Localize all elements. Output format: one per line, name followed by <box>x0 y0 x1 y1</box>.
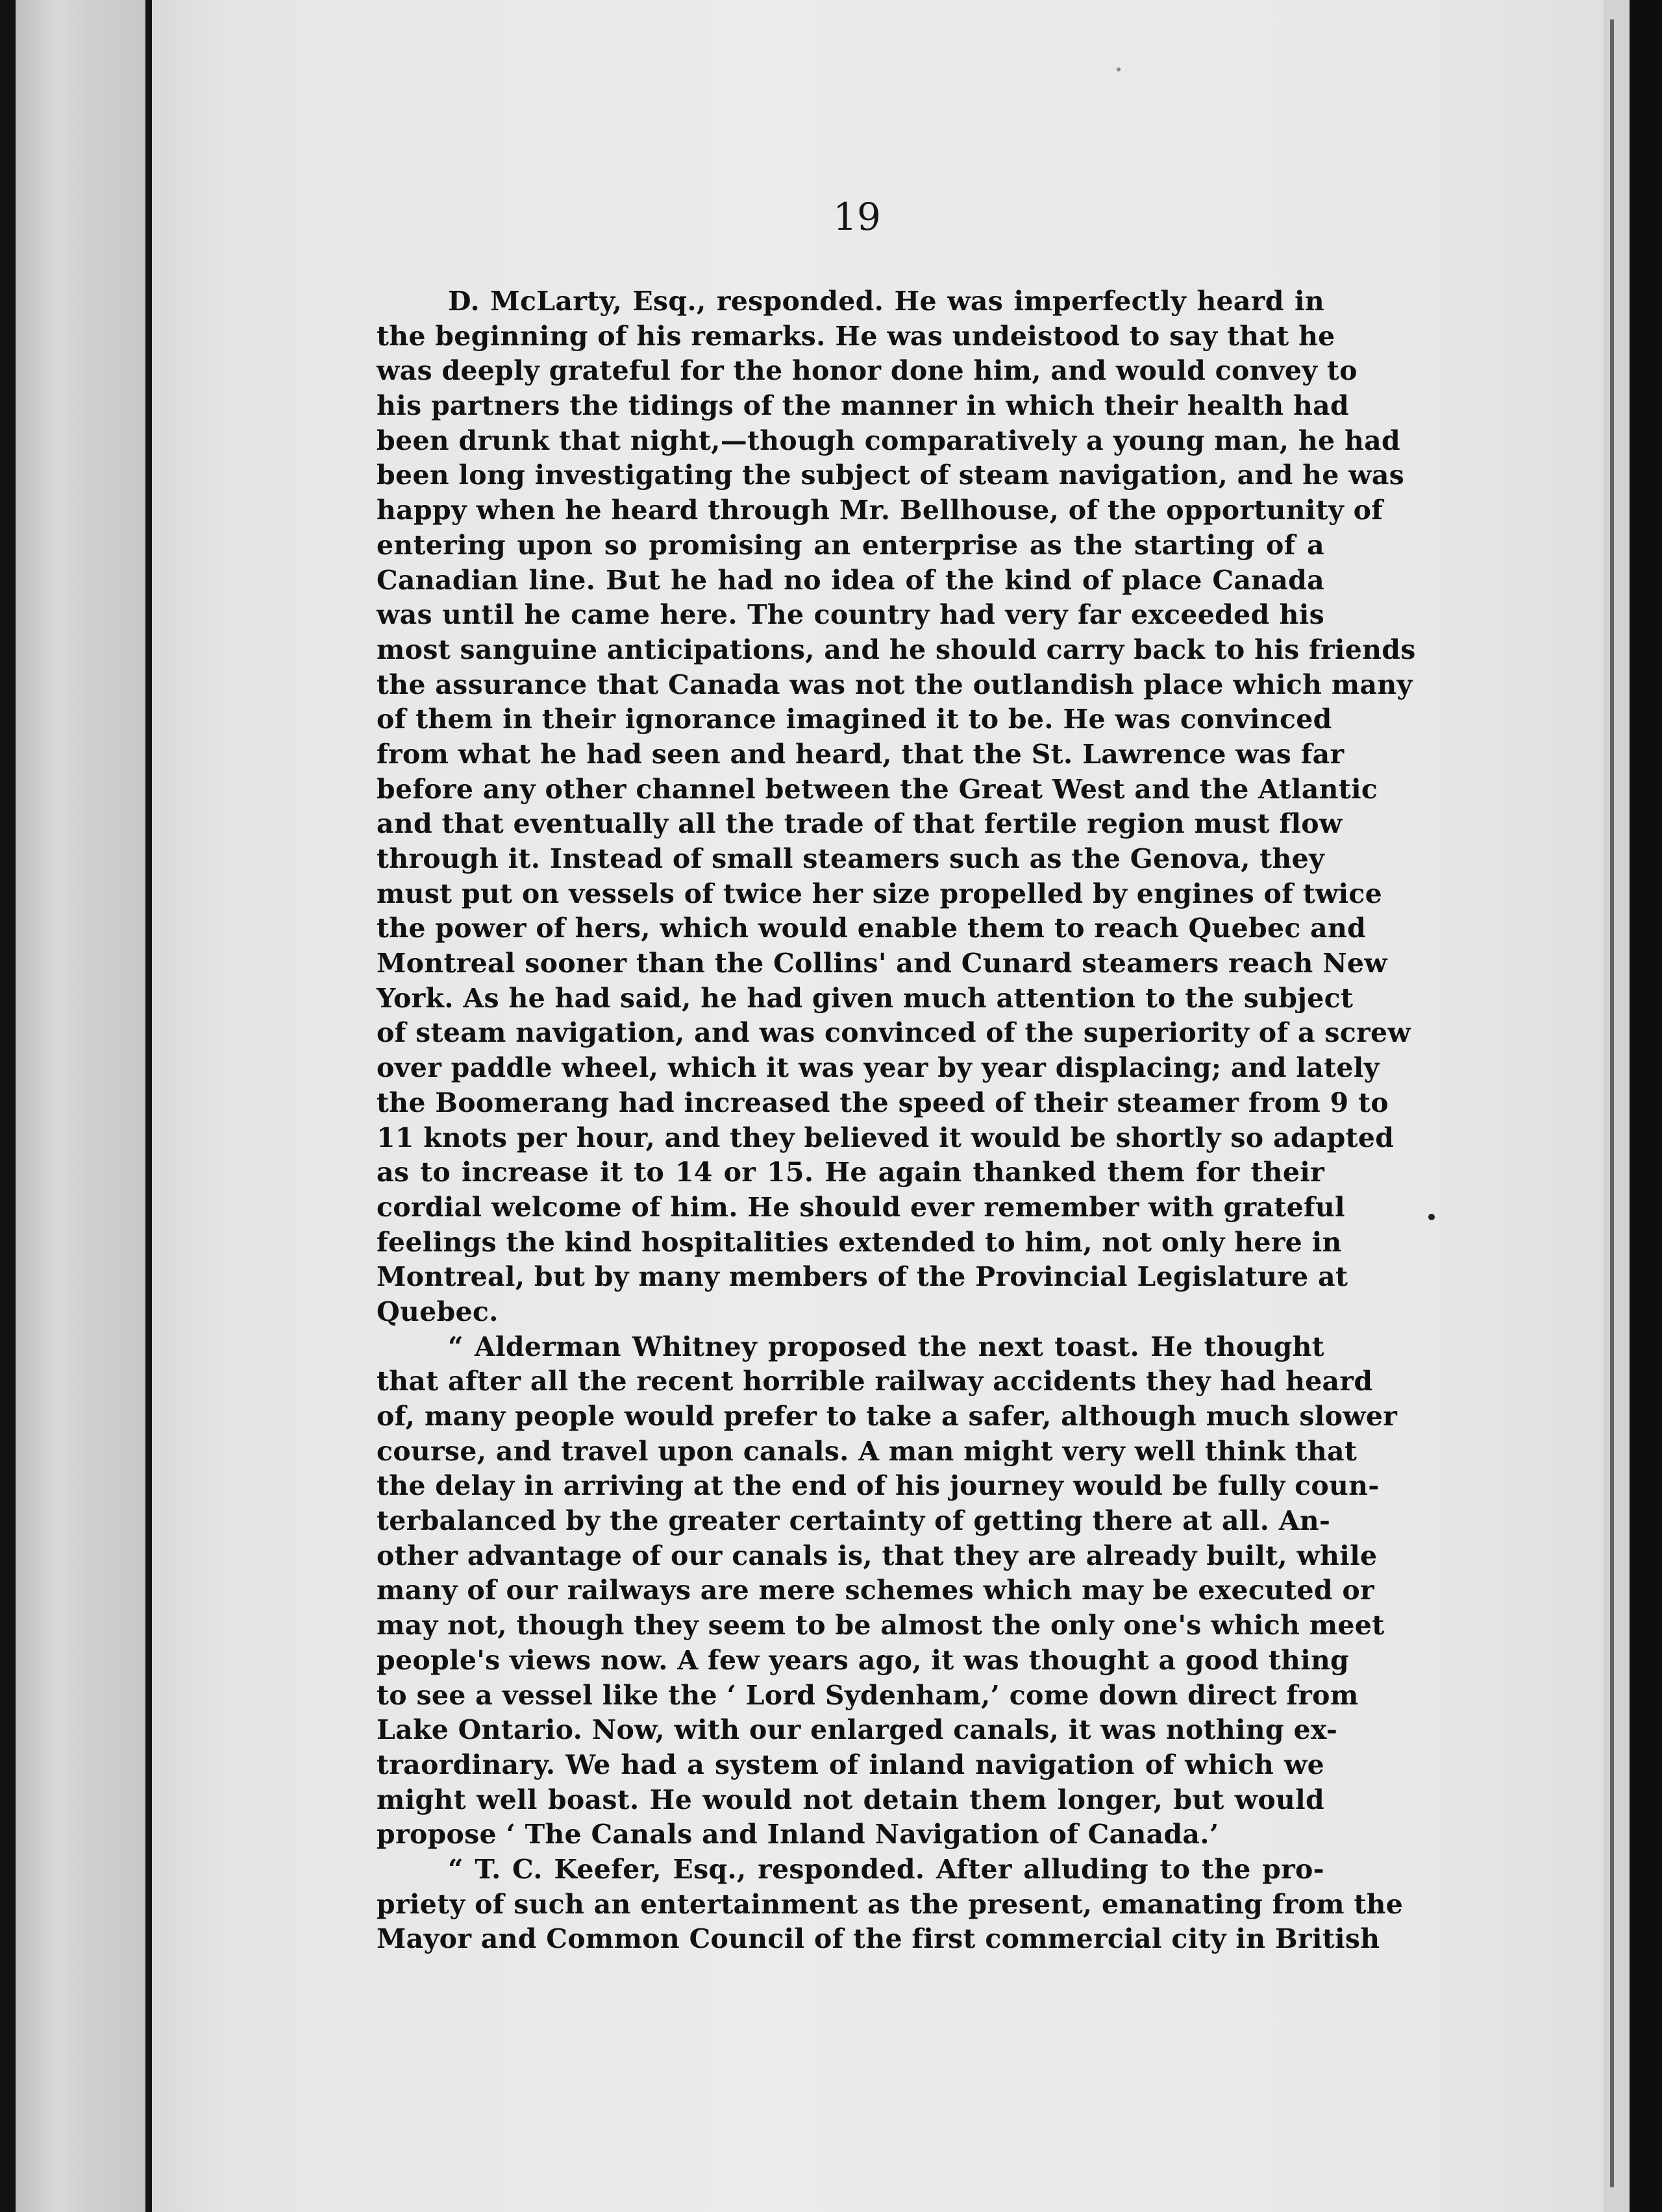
page-number: 19 <box>833 195 881 239</box>
text-line: many of our railways are mere schemes which may be executed or <box>377 1575 1374 1606</box>
text-line: must put on vessels of twice her size propelled by engines of twice <box>377 878 1383 909</box>
text-line: Montreal sooner than the Collins' and Cunard steamers reach New <box>377 948 1387 979</box>
paper-speck <box>1428 1214 1435 1220</box>
text-line: Quebec. <box>377 1296 499 1327</box>
body-text <box>377 284 1416 1957</box>
text-line: “ T. C. Keefer, Esq., responded. After alluding to the pro- <box>448 1853 1324 1885</box>
text-line: “ Alderman Whitney proposed the next toast. He thought <box>448 1331 1324 1362</box>
text-line: feelings the kind hospitalities extended to him, not only here in <box>377 1226 1342 1258</box>
text-line: cordial welcome of him. He should ever remember with grateful <box>377 1191 1345 1223</box>
text-line: propose ‘ The Canals and Inland Navigation of Canada.’ <box>377 1819 1219 1850</box>
text-line: may not, though they seem to be almost the only one's which meet <box>377 1610 1385 1641</box>
text-line: the delay in arriving at the end of his journey would be fully coun- <box>377 1470 1380 1502</box>
text-line: entering upon so promising an enterprise as the starting of a <box>377 529 1324 561</box>
text-line: of, many people would prefer to take a safer, although much slower <box>377 1401 1398 1432</box>
text-line: other advantage of our canals is, that they are already built, while <box>377 1540 1378 1571</box>
text-line: most sanguine anticipations, and he should carry back to his friends <box>377 633 1416 665</box>
text-line: the assurance that Canada was not the outlandish place which many <box>377 669 1413 700</box>
paper-speck <box>1117 68 1121 71</box>
text-line: happy when he heard through Mr. Bellhouse, of the opportunity of <box>377 495 1383 526</box>
text-line: been drunk that night,—though comparatively a young man, he had <box>377 424 1400 456</box>
text-line: Montreal, but by many members of the Provincial Legislature at <box>377 1261 1348 1293</box>
text-line: D. McLarty, Esq., responded. He was imperfectly heard in <box>448 286 1324 317</box>
text-line: Lake Ontario. Now, with our enlarged canals, it was nothing ex- <box>377 1714 1338 1746</box>
text-line: to see a vessel like the ‘ Lord Sydenham,’ come down direct from <box>377 1679 1359 1711</box>
text-line: people's views now. A few years ago, it was thought a good thing <box>377 1644 1350 1676</box>
text-line: of them in their ignorance imagined it to be. He was convinced <box>377 704 1332 735</box>
right-border <box>1630 0 1662 2212</box>
text-line: the beginning of his remarks. He was undeistood to say that he <box>377 320 1335 352</box>
text-line: was until he came here. The country had very far exceeded his <box>377 599 1324 631</box>
text-line: from what he had seen and heard, that the St. Lawrence was far <box>377 738 1345 770</box>
text-line: as to increase it to 14 or 15. He again thanked them for their <box>377 1157 1324 1188</box>
text-line: that after all the recent horrible railway accidents they had heard <box>377 1366 1373 1397</box>
right-page-edge-line <box>1610 19 1614 2187</box>
text-line: course, and travel upon canals. A man might very well think that <box>377 1435 1358 1467</box>
text-line: traordinary. We had a system of inland navigation of which we <box>377 1749 1324 1780</box>
text-line: Mayor and Common Council of the first commercial city in British <box>377 1923 1380 1955</box>
text-line: the Boomerang had increased the speed of their steamer from 9 to <box>377 1087 1389 1118</box>
text-line: York. As he had said, he had given much attention to the subject <box>377 982 1354 1014</box>
right-page-edge <box>1604 0 1630 2212</box>
text-line: Canadian line. But he had no idea of the kind of place Canada <box>377 564 1324 596</box>
text-line: his partners the tidings of the manner in which their health had <box>377 390 1349 422</box>
text-line: over paddle wheel, which it was year by year displacing; and lately <box>377 1052 1380 1084</box>
text-line: through it. Instead of small steamers such as the Genova, they <box>377 843 1325 874</box>
text-line: been long investigating the subject of steam navigation, and he was <box>377 460 1405 491</box>
binding-gutter <box>16 0 145 2212</box>
text-line: might well boast. He would not detain them longer, but would <box>377 1784 1324 1815</box>
text-line: the power of hers, which would enable them to reach Quebec and <box>377 913 1367 944</box>
text-line: of steam navigation, and was convinced of the superiority of a screw <box>377 1017 1411 1049</box>
text-line: priety of such an entertainment as the present, emanating from the <box>377 1888 1404 1920</box>
spine-edge <box>145 0 152 2212</box>
text-line: terbalanced by the greater certainty of getting there at all. An- <box>377 1505 1331 1537</box>
text-line: and that eventually all the trade of that fertile region must flow <box>377 808 1343 840</box>
text-line: before any other channel between the Great West and the Atlantic <box>377 773 1378 805</box>
text-line: was deeply grateful for the honor done him, and would convey to <box>377 355 1358 387</box>
text-line: 11 knots per hour, and they believed it would be shortly so adapted <box>377 1122 1395 1153</box>
left-border <box>0 0 16 2212</box>
